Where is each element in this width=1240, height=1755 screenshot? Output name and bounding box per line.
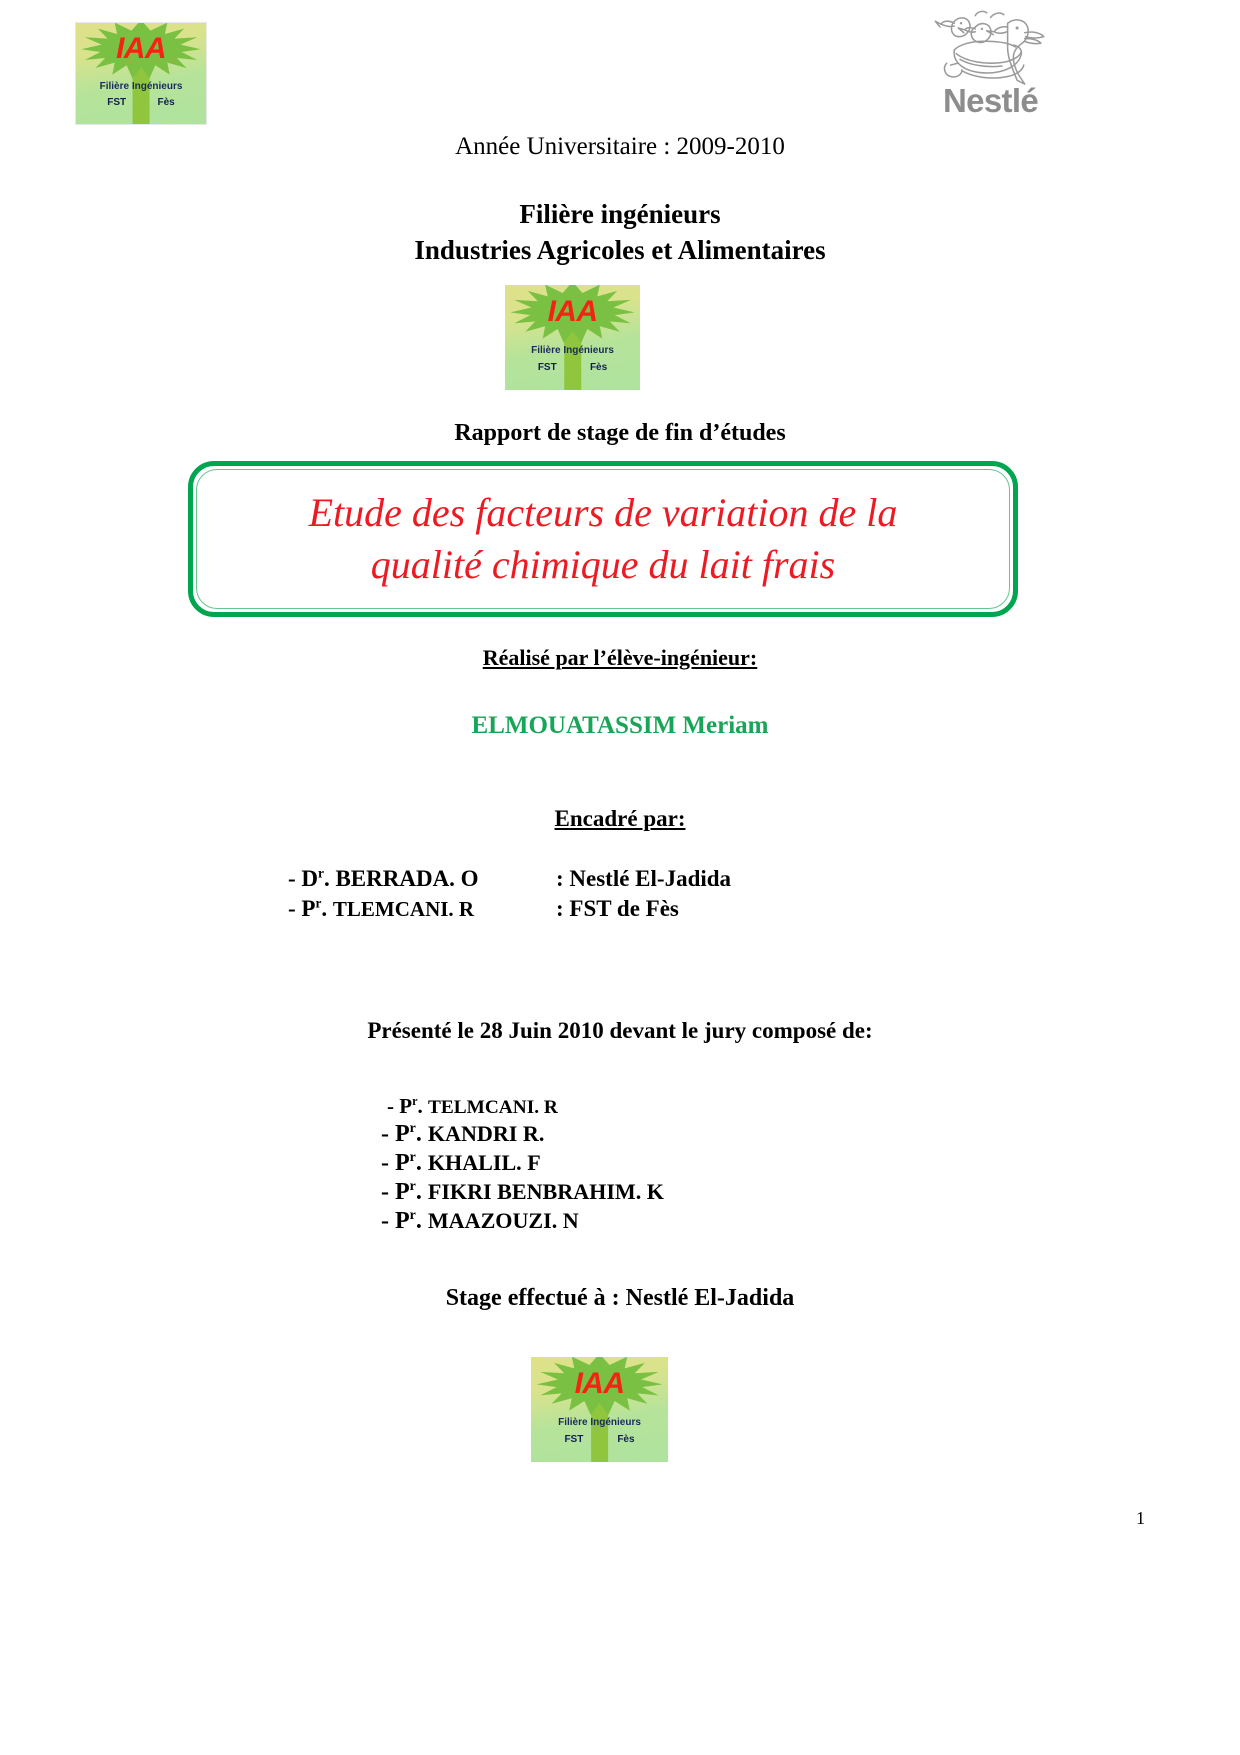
jury-separator: . <box>417 1094 428 1118</box>
defense-date-line: Présenté le 28 Juin 2010 devant le jury composé de: <box>367 1018 873 1043</box>
jury-name: MAAZOUZI. N <box>427 1208 579 1233</box>
iaa-logo-institution: FST <box>107 96 127 108</box>
report-title <box>213 487 993 591</box>
iaa-logo-acronym: IAA <box>116 32 166 66</box>
report-type: Rapport de stage de fin d’études <box>454 420 786 446</box>
iaa-logo-subtitle: Filière Ingénieurs <box>558 1416 641 1428</box>
academic-year: Année Universitaire : 2009-2010 <box>455 133 785 160</box>
author-label-text: Réalisé par l’élève-ingénieur: <box>482 645 758 670</box>
jury-prefix: - P <box>381 1208 410 1234</box>
jury-superscript: r <box>409 1179 416 1194</box>
nestle-logo <box>933 8 1048 126</box>
author-label <box>0 645 1240 671</box>
jury-name: TELMCANI. R <box>427 1097 558 1118</box>
iaa-logo-institution: FST <box>564 1433 584 1445</box>
supervisor-separator: . <box>323 866 336 891</box>
report-title-line-1: Etude des facteurs de variation de la <box>308 490 898 535</box>
supervisor-name <box>288 866 556 892</box>
iaa-logo-top <box>75 22 207 125</box>
iaa-logo-institution: FST <box>537 361 557 373</box>
supervisor-affiliation: : FST de Fès <box>556 896 679 921</box>
jury-prefix: - P <box>381 1150 410 1176</box>
program-line-2: Industries Agricoles et Alimentaires <box>414 235 826 266</box>
supervisor-superscript: r <box>315 895 322 911</box>
supervisor-row <box>288 866 731 892</box>
jury-prefix: - P <box>381 1121 410 1147</box>
supervisor-surname: BERRADA. O <box>335 866 479 891</box>
jury-separator: . <box>415 1150 428 1176</box>
program-heading <box>0 196 1240 269</box>
jury-member-row <box>381 1208 664 1235</box>
jury-member-row <box>381 1179 664 1206</box>
iaa-logo-city: Fès <box>617 1433 635 1445</box>
jury-superscript: r <box>412 1094 418 1108</box>
supervisor-separator: . <box>321 896 333 921</box>
supervisor-row <box>288 896 731 922</box>
program-line-1: Filière ingénieurs <box>519 199 721 229</box>
jury-superscript: r <box>409 1150 416 1165</box>
jury-member-row <box>381 1121 664 1148</box>
supervisor-surname: TLEMCANI. R <box>332 897 475 921</box>
jury-superscript: r <box>409 1121 416 1136</box>
iaa-logo-footer <box>76 98 206 108</box>
iaa-logo-footer <box>531 1435 668 1445</box>
page-number: 1 <box>1136 1508 1145 1528</box>
jury-superscript: r <box>409 1208 416 1223</box>
iaa-logo-middle <box>505 285 640 390</box>
author-name: ELMOUATASSIM Meriam <box>471 712 769 739</box>
jury-prefix: - P <box>387 1094 413 1118</box>
jury-name: FIKRI BENBRAHIM. K <box>427 1179 664 1204</box>
jury-list <box>381 1094 664 1237</box>
iaa-logo-subtitle: Filière Ingénieurs <box>99 80 183 92</box>
iaa-logo-acronym: IAA <box>574 1366 625 1400</box>
supervisor-prefix: - P <box>288 896 316 921</box>
iaa-logo-footer <box>505 363 640 373</box>
nestle-wordmark: Nestlé <box>942 82 1039 119</box>
jury-separator: . <box>415 1179 428 1205</box>
jury-prefix: - P <box>381 1179 410 1205</box>
iaa-logo-city: Fès <box>157 96 175 108</box>
internship-location: Stage effectué à : Nestlé El-Jadida <box>445 1285 795 1311</box>
jury-separator: . <box>415 1208 428 1234</box>
nestle-nest-icon <box>933 8 1048 86</box>
jury-name: KHALIL. F <box>427 1150 541 1175</box>
iaa-logo-subtitle: Filière Ingénieurs <box>531 344 614 356</box>
supervisors-label <box>0 806 1240 832</box>
jury-member-row <box>381 1094 664 1119</box>
iaa-logo-acronym: IAA <box>547 294 598 328</box>
supervisors-label-text: Encadré par: <box>554 806 686 831</box>
report-title-line-2: qualité chimique du lait frais <box>370 542 836 587</box>
iaa-logo-city: Fès <box>589 361 608 373</box>
supervisor-affiliation: : Nestlé El-Jadida <box>556 866 732 891</box>
jury-name: KANDRI R. <box>427 1121 545 1146</box>
jury-separator: . <box>415 1121 428 1147</box>
jury-member-row <box>381 1150 664 1177</box>
supervisor-name <box>288 896 556 922</box>
iaa-logo-bottom <box>531 1357 668 1462</box>
title-box <box>188 461 1018 617</box>
supervisor-prefix: - D <box>288 866 319 891</box>
supervisors-list <box>288 866 731 926</box>
supervisor-superscript: r <box>318 865 324 881</box>
